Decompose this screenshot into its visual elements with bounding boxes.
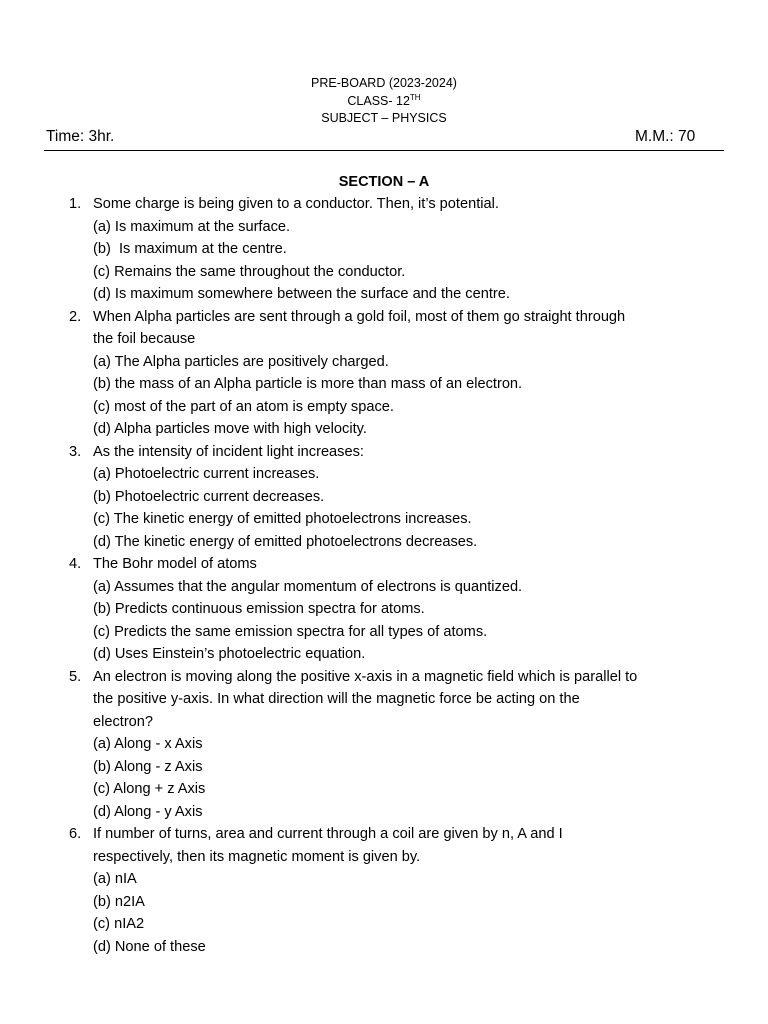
answer-option: (b) Predicts continuous emission spectra for atoms. <box>93 601 425 617</box>
question-item <box>0 306 768 441</box>
question-item <box>0 666 768 824</box>
answer-option: (c) Remains the same throughout the conductor. <box>93 263 406 280</box>
answer-option: (d) None of these <box>93 938 206 955</box>
question-text: If number of turns, area and current through a coil are given by n, A and I <box>93 826 563 842</box>
time-label: Time: 3hr. <box>46 128 115 145</box>
question-text-line <box>0 666 768 689</box>
question-text-line <box>0 441 768 464</box>
section-title: SECTION – A <box>338 174 430 190</box>
answer-option: (a) Along - x Axis <box>93 736 203 752</box>
answer-option: (a) Photoelectric current increases. <box>93 466 320 482</box>
answer-option: (c) Predicts the same emission spectra for all types of atoms. <box>93 623 488 640</box>
answer-option: (c) The kinetic energy of emitted photoelectrons increases. <box>93 511 472 527</box>
answer-option: (c) Along + z Axis <box>93 781 206 797</box>
answer-option: (b) Along - z Axis <box>93 758 203 775</box>
question-text-line <box>0 193 768 216</box>
answer-option: (d) Alpha particles move with high velocity. <box>93 421 367 437</box>
answer-option: (a) nIA <box>93 871 137 887</box>
header-divider <box>44 150 724 151</box>
question-item <box>0 193 768 306</box>
question-text: the foil because <box>93 331 196 347</box>
class-text: CLASS- 12 <box>347 94 410 108</box>
subject-label: SUBJECT – PHYSICS <box>321 111 447 125</box>
question-item <box>0 823 768 958</box>
question-text: When Alpha particles are sent through a gold foil, most of them go straight through <box>93 308 626 325</box>
question-list <box>0 193 768 958</box>
answer-option: (d) Uses Einstein’s photoelectric equation. <box>93 646 366 662</box>
question-number: 6. <box>69 826 82 842</box>
question-text-line <box>0 846 768 869</box>
question-text-line <box>0 328 768 351</box>
answer-option: (d) Along - y Axis <box>93 803 203 820</box>
answer-option: (a) Is maximum at the surface. <box>93 218 291 235</box>
question-item <box>0 553 768 666</box>
question-text-line <box>0 688 768 711</box>
class-superscript: TH <box>409 93 421 102</box>
question-text: electron? <box>93 713 154 730</box>
answer-option: (a) Assumes that the angular momentum of electrons is quantized. <box>93 578 523 595</box>
question-number: 5. <box>69 668 82 685</box>
answer-option: (d) Is maximum somewhere between the surface and the centre. <box>93 286 510 302</box>
question-text-line <box>0 711 768 734</box>
question-text-line <box>0 306 768 329</box>
question-text: The Bohr model of atoms <box>93 556 257 572</box>
class-label <box>0 93 768 108</box>
question-number: 1. <box>69 196 82 212</box>
question-item <box>0 441 768 554</box>
question-text: the positive y-axis. In what direction will the magnetic force be acting on the <box>93 691 580 707</box>
question-text-line <box>0 823 768 846</box>
question-text: respectively, then its magnetic moment is given by. <box>93 848 421 865</box>
max-marks-label: M.M.: 70 <box>635 128 696 145</box>
question-number: 4. <box>69 556 82 572</box>
answer-option: (b) n2IA <box>93 893 145 910</box>
question-number: 3. <box>69 443 82 460</box>
question-text: As the intensity of incident light increases: <box>93 443 364 460</box>
exam-title: PRE-BOARD (2023-2024) <box>311 76 457 90</box>
question-text: Some charge is being given to a conductor. Then, it’s potential. <box>93 196 499 212</box>
question-text: An electron is moving along the positive x-axis in a magnetic field which is parallel to <box>93 668 638 685</box>
answer-option: (b) Is maximum at the centre. <box>93 241 287 257</box>
answer-option: (b) Photoelectric current decreases. <box>93 488 325 505</box>
answer-option: (b) the mass of an Alpha particle is more than mass of an electron. <box>93 376 523 392</box>
answer-option: (c) nIA2 <box>93 916 145 932</box>
question-text-line <box>0 553 768 576</box>
answer-option: (c) most of the part of an atom is empty space. <box>93 398 394 415</box>
answer-option: (a) The Alpha particles are positively charged. <box>93 353 389 370</box>
answer-option: (d) The kinetic energy of emitted photoelectrons decreases. <box>93 533 478 550</box>
question-number: 2. <box>69 308 82 325</box>
